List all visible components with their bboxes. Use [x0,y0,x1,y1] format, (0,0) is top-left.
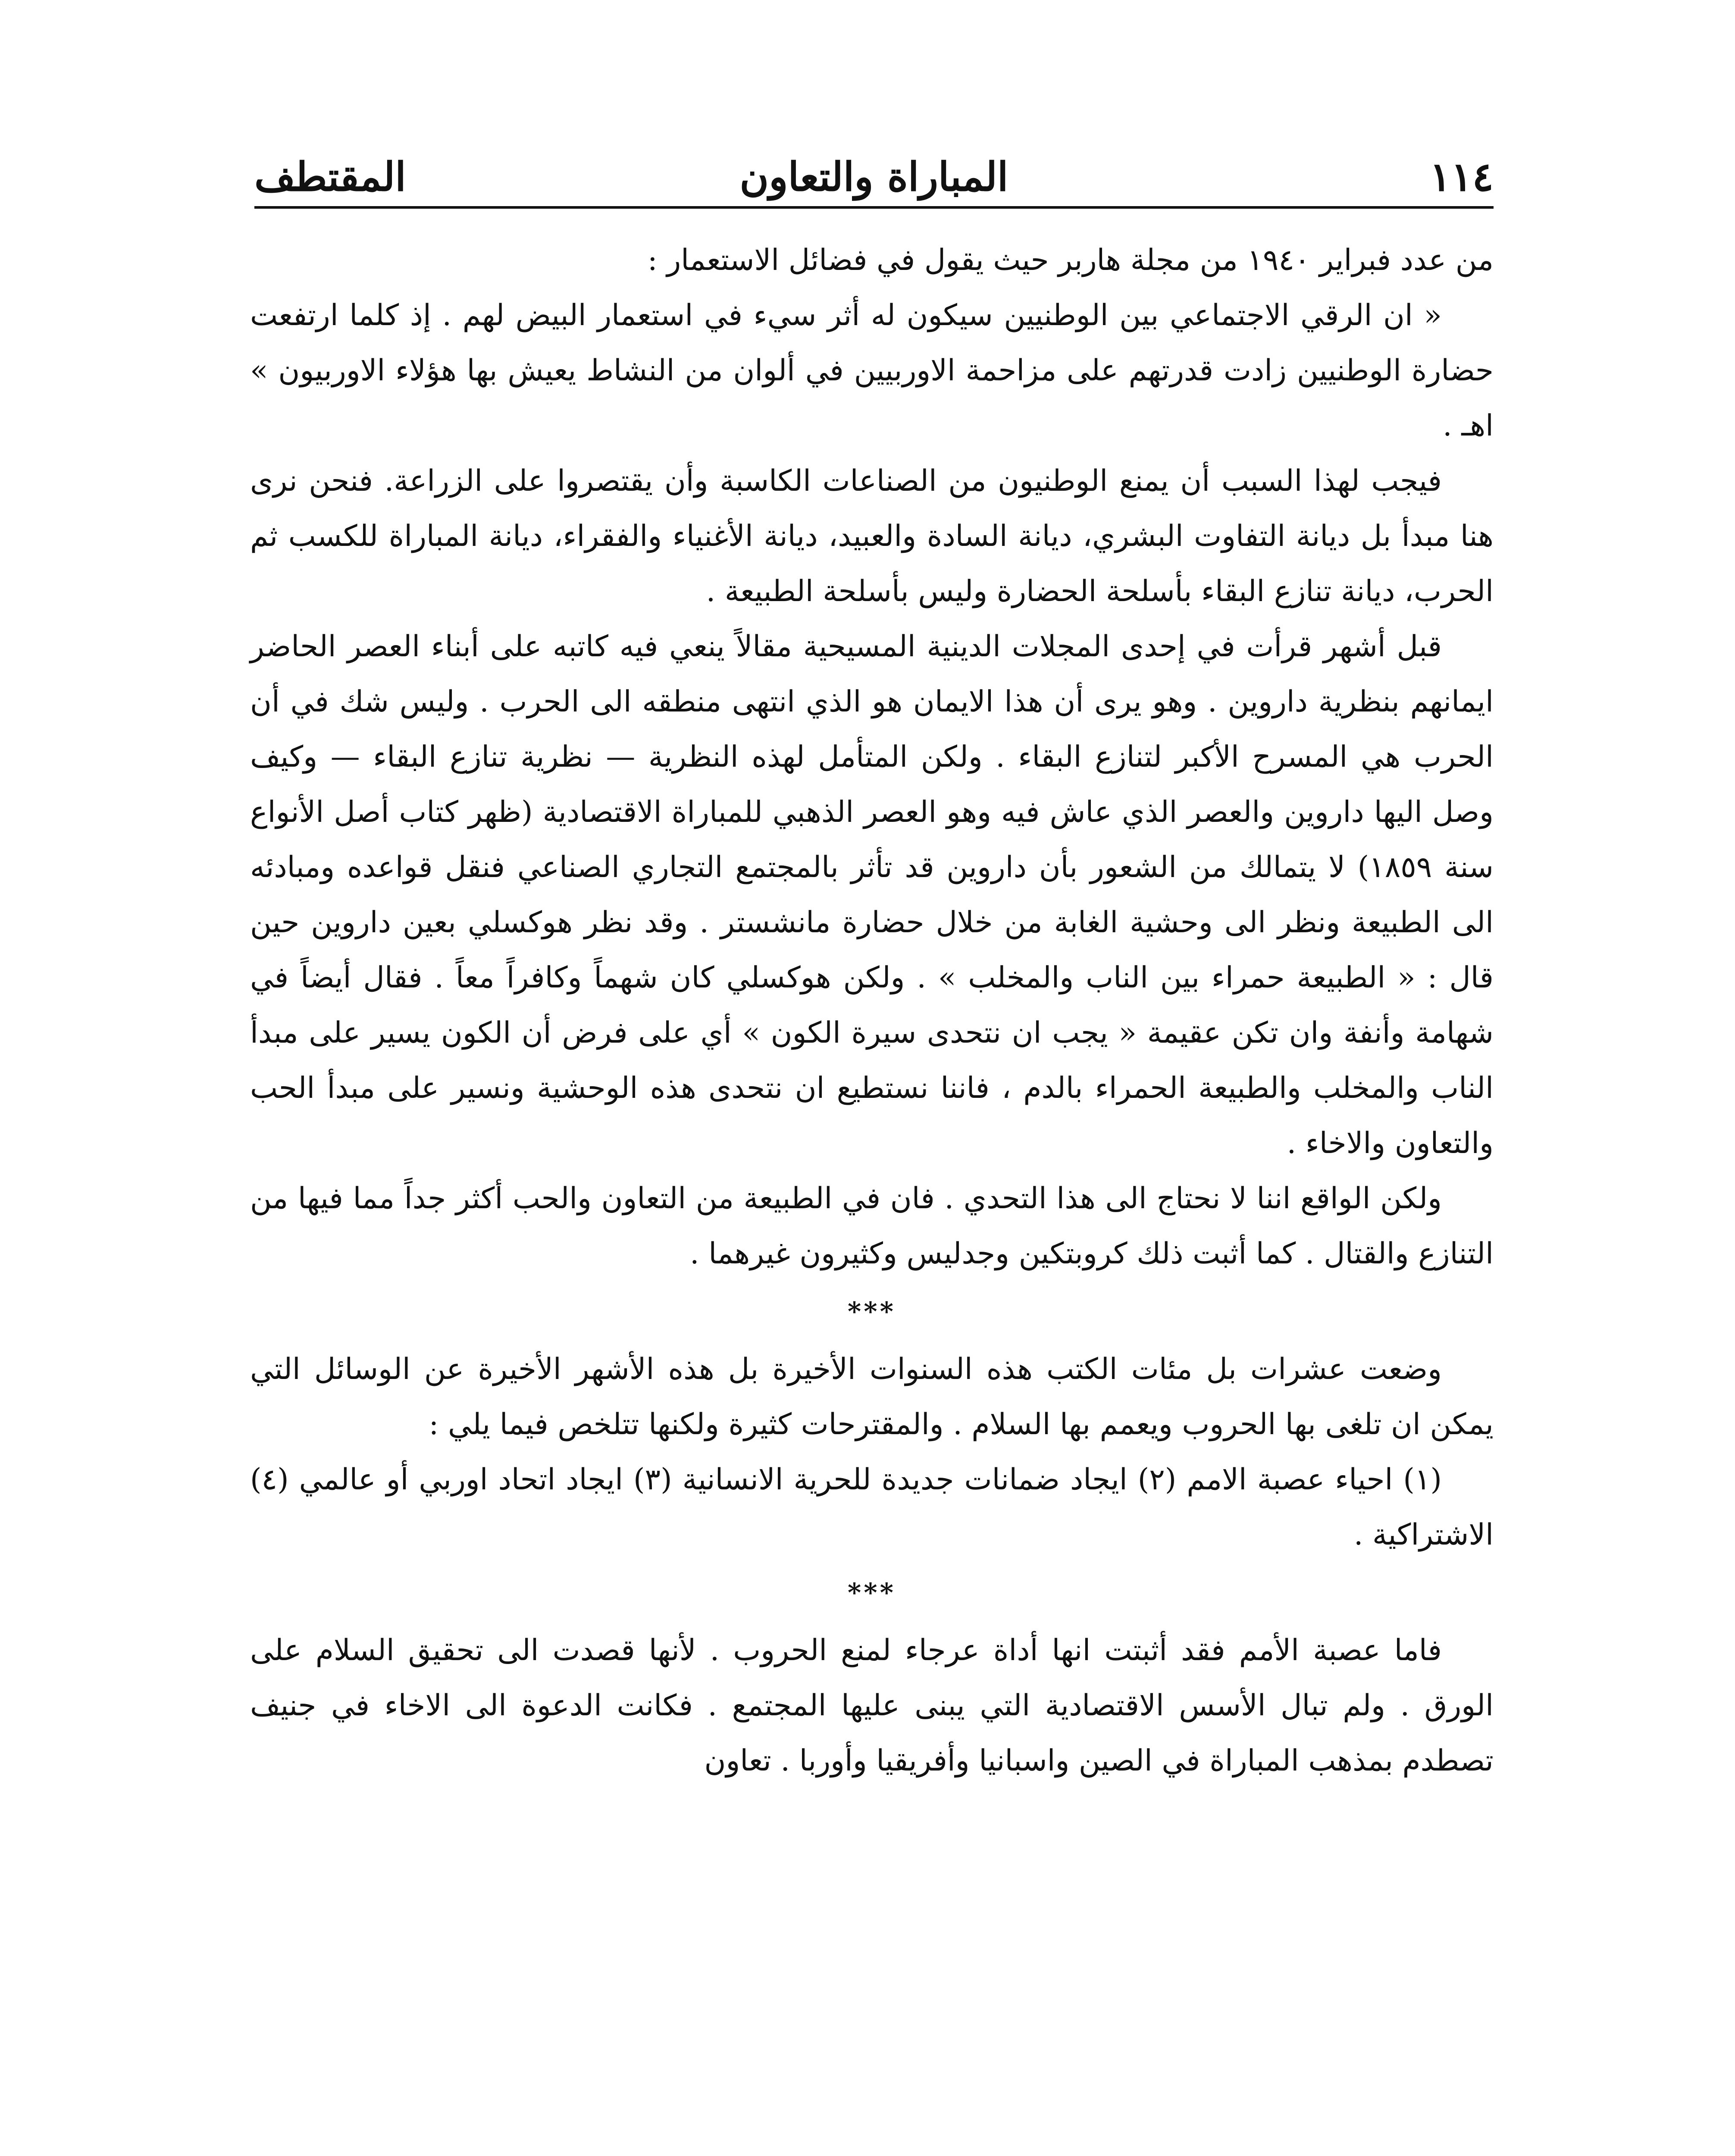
article-body [250,233,1494,1789]
paragraph-5: ولكن الواقع اننا لا نحتاج الى هذا التحدي . فان في الطبيعة من التعاون والحب أكثر جداً مما فيها من التنازع والقتال . كما أثبت ذلك كروبتكين وجدليس وكثيرون غيرهما . [250,1181,1494,1271]
journal-name: المقتطف [254,154,406,200]
header-rule [254,206,1494,209]
article-title: المباراة والتعاون [739,154,1008,200]
running-header [254,142,1494,211]
page-number: ١١٤ [1429,154,1494,200]
paragraph-8: فاما عصبة الأمم فقد أثبتت انها أداة عرجاء لمنع الحروب . لأنها قصدت الى تحقيق السلام على الورق . ولم تبال الأسس الاقتصادية التي يبنى عليها المجتمع . فكانت الدعوة الى الاخاء في جنيف تصطدم بمذهب المباراة في الصين واسبانيا وأفريقيا وأوربا . تعاون [250,1633,1494,1778]
paragraph-7: (١) احياء عصبة الامم (٢) ايجاد ضمانات جديدة للحرية الانسانية (٣) ايجاد اتحاد اوربي أو عالمي (٤) الاشتراكية . [250,1463,1494,1552]
paragraph-1: من عدد فبراير ١٩٤٠ من مجلة هاربر حيث يقول في فضائل الاستعمار : [647,243,1494,277]
paragraph-2: « ان الرقي الاجتماعي بين الوطنيين سيكون له أثر سيء في استعمار البيض لهم . إذ كلما ارتفعت حضارة الوطنيين زادت قدرتهم على مزاحمة الاوربيين في ألوان من النشاط يعيش بها هؤلاء الاوربيون » اهـ . [250,298,1494,443]
section-separator-2: *** [847,1578,896,1608]
paragraph-6: وضعت عشرات بل مئات الكتب هذه السنوات الأخيرة بل هذه الأشهر الأخيرة عن الوسائل التي يمكن ان تلغى بها الحروب ويعمم بها السلام . والمقترحات كثيرة ولكنها تتلخص فيما يلي : [250,1352,1494,1442]
paragraph-4: قبل أشهر قرأت في إحدى المجلات الدينية المسيحية مقالاً ينعي فيه كاتبه على أبناء العصر الحاضر ايمانهم بنظرية داروين . وهو يرى أن هذا الايمان هو الذي انتهى منطقه الى الحرب . وليس شك في أن الحرب هي المسرح الأكبر لتنازع البقاء . ولكن المتأمل لهذه النظرية — نظرية تنازع البقاء — وكيف وصل اليها داروين والعصر الذي عاش فيه وهو العصر الذهبي للمباراة الاقتصادية (ظهر كتاب أصل الأنواع سنة ١٨٥٩) لا يتمالك من الشعور بأن داروين قد تأثر بالمجتمع التجاري الصناعي فنقل قواعده ومبادئه الى الطبيعة ونظر الى وحشية الغابة من خلال حضارة مانشستر . وقد نظر هوكسلي بعين داروين حين قال : « الطبيعة حمراء بين الناب والمخلب » . ولكن هوكسلي كان شهماً وكافراً معاً . فقال أيضاً في شهامة وأنفة وان تكن عقيمة « يجب ان نتحدى سيرة الكون » أي على فرض أن الكون يسير على مبدأ الناب والمخلب والطبيعة الحمراء بالدم ، فاننا نستطيع ان نتحدى هذه الوحشية ونسير على مبدأ الحب والتعاون والاخاء . [250,630,1494,1160]
paragraph-3: فيجب لهذا السبب أن يمنع الوطنيون من الصناعات الكاسبة وأن يقتصروا على الزراعة. فنحن نرى هنا مبدأ بل ديانة التفاوت البشري، ديانة السادة والعبيد، ديانة الأغنياء والفقراء، ديانة المباراة للكسب ثم الحرب، ديانة تنازع البقاء بأسلحة الحضارة وليس بأسلحة الطبيعة . [250,464,1494,608]
section-separator-1: *** [847,1297,896,1327]
